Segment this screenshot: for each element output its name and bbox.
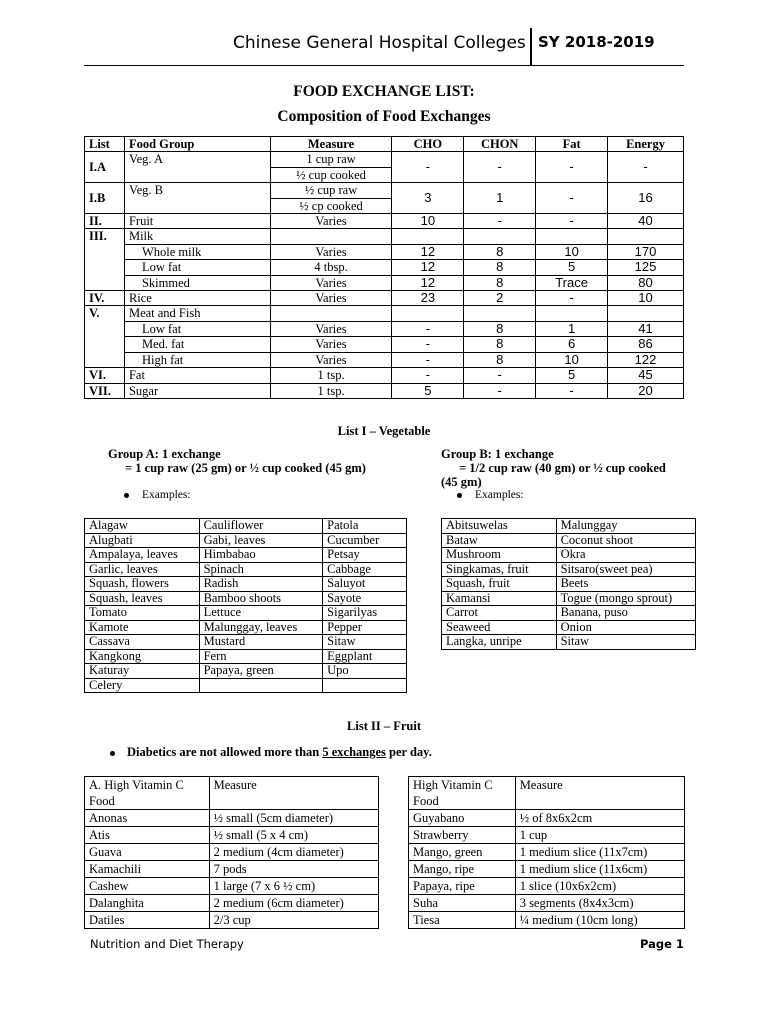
- table-row: [85, 635, 407, 650]
- table-row: [85, 368, 684, 383]
- list2-title: List II – Fruit: [347, 719, 421, 733]
- table-row: [85, 533, 407, 548]
- table-cell: Spinach: [199, 562, 323, 577]
- measure: 1 cup raw: [270, 152, 392, 167]
- table-cell: Katuray: [85, 664, 200, 679]
- fat-value: 10: [536, 244, 608, 259]
- table-row: [85, 844, 379, 861]
- measure: Varies: [270, 352, 392, 367]
- cho-value: -: [392, 152, 464, 183]
- table-row: [442, 548, 696, 563]
- table-row: [85, 321, 684, 336]
- measure: Varies: [270, 275, 392, 290]
- group-b-line3: (45 gm): [441, 475, 482, 489]
- table-cell: Squash, flowers: [85, 577, 200, 592]
- fat-value: 5: [536, 260, 608, 275]
- measure: Varies: [270, 214, 392, 229]
- fat-value: -: [536, 152, 608, 183]
- table-row: [85, 664, 407, 679]
- footer-page-number: Page 1: [640, 937, 684, 951]
- table-row: [442, 635, 696, 650]
- table-cell: Kamansi: [442, 591, 557, 606]
- col-header-measure: Measure: [270, 137, 392, 152]
- list-code: V.: [85, 306, 125, 368]
- chon-value: -: [464, 152, 536, 183]
- table-row: [85, 244, 684, 259]
- table-row: [442, 519, 696, 534]
- col-header-fat: Fat: [536, 137, 608, 152]
- col-header-energy: Energy: [608, 137, 684, 152]
- table-row: [85, 519, 407, 534]
- note-text-end: per day.: [385, 745, 432, 759]
- chon-value: 8: [464, 337, 536, 352]
- table-row: [85, 562, 407, 577]
- table-cell: Dalanghita: [85, 895, 210, 912]
- table-cell: Langka, unripe: [442, 635, 557, 650]
- table-cell: 2 medium (6cm diameter): [209, 895, 378, 912]
- table-cell: Sitaw: [556, 635, 695, 650]
- table-cell: Guyabano: [409, 810, 516, 827]
- table-cell: Cucumber: [323, 533, 407, 548]
- table-cell: Squash, leaves: [85, 591, 200, 606]
- table-cell: Saluyot: [323, 577, 407, 592]
- table-cell: Sitaw: [323, 635, 407, 650]
- table-row: [85, 214, 684, 229]
- table-cell: ¼ medium (10cm long): [515, 912, 684, 929]
- table-cell: Tiesa: [409, 912, 516, 929]
- table-row: [409, 912, 685, 929]
- table-cell: Tomato: [85, 606, 200, 621]
- table-header-cell: Measure: [209, 777, 378, 810]
- note-text: Diabetics are not allowed more than: [127, 745, 323, 759]
- table-cell: Fern: [199, 649, 323, 664]
- cho-value: 12: [392, 244, 464, 259]
- cho-value: -: [392, 352, 464, 367]
- table-cell: Lettuce: [199, 606, 323, 621]
- table-row: [85, 577, 407, 592]
- table-cell: Sitsaro(sweet pea): [556, 562, 695, 577]
- measure: ½ cup raw: [270, 183, 392, 198]
- header-school-year: SY 2018-2019: [538, 33, 655, 51]
- table-cell: 1 large (7 x 6 ½ cm): [209, 878, 378, 895]
- table-cell: 7 pods: [209, 861, 378, 878]
- table-cell: ½ small (5cm diameter): [209, 810, 378, 827]
- list1-title: List I – Vegetable: [337, 424, 431, 438]
- table-cell: Strawberry: [409, 827, 516, 844]
- table-header-row: [85, 777, 379, 810]
- table-cell: Bamboo shoots: [199, 591, 323, 606]
- examples-label: Examples:: [142, 489, 191, 501]
- table-cell: Alugbati: [85, 533, 200, 548]
- table-row: [409, 861, 685, 878]
- table-row: [85, 352, 684, 367]
- table-header-cell: A. High Vitamin C Food: [85, 777, 210, 810]
- table-cell: Mustard: [199, 635, 323, 650]
- table-row: [85, 620, 407, 635]
- table-row: [85, 591, 407, 606]
- table-cell: Atis: [85, 827, 210, 844]
- fat-value: -: [536, 214, 608, 229]
- measure: 4 tbsp.: [270, 260, 392, 275]
- energy-value: -: [608, 152, 684, 183]
- energy-value: 170: [608, 244, 684, 259]
- food-group: Meat and Fish: [124, 306, 270, 321]
- chon-value: 1: [464, 183, 536, 214]
- fruit-table-a: [84, 776, 379, 929]
- bullet-icon: [457, 493, 462, 498]
- table-row: [85, 291, 684, 306]
- energy-value: 125: [608, 260, 684, 275]
- measure: Varies: [270, 291, 392, 306]
- food-group: Milk: [124, 229, 270, 244]
- chon-value: 8: [464, 321, 536, 336]
- table-cell: Abitsuwelas: [442, 519, 557, 534]
- table-row: [409, 844, 685, 861]
- cho-value: 10: [392, 214, 464, 229]
- table-row: [85, 878, 379, 895]
- table-row: [85, 383, 684, 398]
- table-cell: Papaya, ripe: [409, 878, 516, 895]
- table-header-cell: High Vitamin C Food: [409, 777, 516, 810]
- col-header-chon: CHON: [464, 137, 536, 152]
- measure: Varies: [270, 337, 392, 352]
- group-a-line1: Group A: 1 exchange: [108, 447, 221, 461]
- footer-course: Nutrition and Diet Therapy: [90, 937, 244, 951]
- vegetable-group-b-table: [441, 518, 696, 650]
- table-row: [409, 827, 685, 844]
- table-row: [442, 620, 696, 635]
- fat-value: -: [536, 183, 608, 214]
- table-cell: Singkamas, fruit: [442, 562, 557, 577]
- energy-value: 40: [608, 214, 684, 229]
- group-b-examples: [457, 489, 524, 501]
- table-cell: Celery: [85, 678, 200, 693]
- list-code: VII.: [85, 383, 125, 398]
- examples-label: Examples:: [475, 489, 524, 501]
- fat-value: 5: [536, 368, 608, 383]
- table-cell: Okra: [556, 548, 695, 563]
- table-cell: Bataw: [442, 533, 557, 548]
- table-cell: 2 medium (4cm diameter): [209, 844, 378, 861]
- table-row: [85, 861, 379, 878]
- chon-value: 8: [464, 244, 536, 259]
- vegetable-group-a-table: [84, 518, 407, 693]
- table-cell: Cabbage: [323, 562, 407, 577]
- fat-value: -: [536, 291, 608, 306]
- table-row: [85, 810, 379, 827]
- table-row: [85, 548, 407, 563]
- table-cell: Cassava: [85, 635, 200, 650]
- table-row: [85, 895, 379, 912]
- table-cell: Suha: [409, 895, 516, 912]
- table-cell: Upo: [323, 664, 407, 679]
- header-institution: Chinese General Hospital Colleges: [233, 33, 526, 53]
- cho-value: 3: [392, 183, 464, 214]
- group-a-line2: = 1 cup raw (25 gm) or ½ cup cooked (45 gm): [125, 461, 366, 475]
- table-cell: ½ of 8x6x2cm: [515, 810, 684, 827]
- table-row: [442, 591, 696, 606]
- fruit-table-b: [408, 776, 685, 929]
- chon-value: -: [464, 383, 536, 398]
- table-row: [442, 577, 696, 592]
- table-cell: Mango, ripe: [409, 861, 516, 878]
- fat-value: 6: [536, 337, 608, 352]
- food-group: Fruit: [124, 214, 270, 229]
- table-cell: Seaweed: [442, 620, 557, 635]
- food-group: Skimmed: [124, 275, 270, 290]
- table-cell: 1 cup: [515, 827, 684, 844]
- note-emphasis: 5 exchanges: [322, 745, 386, 759]
- measure: ½ cp cooked: [270, 198, 392, 213]
- table-cell: Pepper: [323, 620, 407, 635]
- energy-value: 41: [608, 321, 684, 336]
- group-b-line2: = 1/2 cup raw (40 gm) or ½ cup cooked: [459, 461, 666, 475]
- table-row: [85, 337, 684, 352]
- measure: Varies: [270, 321, 392, 336]
- table-cell: Kangkong: [85, 649, 200, 664]
- table-cell: Cashew: [85, 878, 210, 895]
- table-row: [85, 260, 684, 275]
- cho-value: 12: [392, 275, 464, 290]
- table-cell: Radish: [199, 577, 323, 592]
- chon-value: 8: [464, 260, 536, 275]
- table-cell: 3 segments (8x4x3cm): [515, 895, 684, 912]
- table-cell: Banana, puso: [556, 606, 695, 621]
- table-cell: [323, 678, 407, 693]
- chon-value: -: [464, 214, 536, 229]
- table-cell: Petsay: [323, 548, 407, 563]
- table-cell: Malunggay: [556, 519, 695, 534]
- energy-value: 10: [608, 291, 684, 306]
- group-b-line1: Group B: 1 exchange: [441, 447, 554, 461]
- table-row: [409, 878, 685, 895]
- group-a-examples: [124, 489, 191, 501]
- cho-value: -: [392, 321, 464, 336]
- measure: ½ cup cooked: [270, 167, 392, 182]
- table-row: [85, 649, 407, 664]
- table-cell: 1 slice (10x6x2cm): [515, 878, 684, 895]
- bullet-icon: [110, 751, 115, 756]
- measure: Varies: [270, 244, 392, 259]
- chon-value: 2: [464, 291, 536, 306]
- table-cell: 2/3 cup: [209, 912, 378, 929]
- food-group: High fat: [124, 352, 270, 367]
- table-cell: Mushroom: [442, 548, 557, 563]
- table-cell: Kamachili: [85, 861, 210, 878]
- table-cell: Onion: [556, 620, 695, 635]
- cho-value: -: [392, 337, 464, 352]
- measure: 1 tsp.: [270, 383, 392, 398]
- header-divider: [530, 28, 532, 66]
- energy-value: 80: [608, 275, 684, 290]
- measure: 1 tsp.: [270, 368, 392, 383]
- food-group: Whole milk: [124, 244, 270, 259]
- table-cell: Guava: [85, 844, 210, 861]
- col-header-food-group: Food Group: [124, 137, 270, 152]
- table-row: [409, 895, 685, 912]
- table-row: [85, 912, 379, 929]
- food-group: Low fat: [124, 321, 270, 336]
- table-cell: Carrot: [442, 606, 557, 621]
- table-cell: Alagaw: [85, 519, 200, 534]
- food-group: Med. fat: [124, 337, 270, 352]
- table-cell: Patola: [323, 519, 407, 534]
- table-row: [85, 275, 684, 290]
- table-cell: [199, 678, 323, 693]
- food-group: Rice: [124, 291, 270, 306]
- food-group: Sugar: [124, 383, 270, 398]
- table-cell: Coconut shoot: [556, 533, 695, 548]
- header-rule: [84, 65, 684, 66]
- table-row: [85, 152, 684, 167]
- fat-value: Trace: [536, 275, 608, 290]
- table-cell: Papaya, green: [199, 664, 323, 679]
- table-row: [442, 606, 696, 621]
- energy-value: 20: [608, 383, 684, 398]
- cho-value: 12: [392, 260, 464, 275]
- list-code: I.A: [85, 152, 125, 183]
- table-cell: Cauliflower: [199, 519, 323, 534]
- table-cell: ½ small (5 x 4 cm): [209, 827, 378, 844]
- table-cell: Himbabao: [199, 548, 323, 563]
- list-code: VI.: [85, 368, 125, 383]
- table-cell: Anonas: [85, 810, 210, 827]
- chon-value: 8: [464, 352, 536, 367]
- energy-value: 86: [608, 337, 684, 352]
- table-header-row: [85, 137, 684, 152]
- table-cell: Togue (mongo sprout): [556, 591, 695, 606]
- table-cell: Kamote: [85, 620, 200, 635]
- page-subtitle: Composition of Food Exchanges: [277, 108, 491, 125]
- fat-value: -: [536, 383, 608, 398]
- table-cell: Squash, fruit: [442, 577, 557, 592]
- page-title: FOOD EXCHANGE LIST:: [293, 83, 475, 100]
- energy-value: 45: [608, 368, 684, 383]
- food-group: Veg. B: [124, 183, 270, 214]
- table-row: [85, 678, 407, 693]
- cho-value: 5: [392, 383, 464, 398]
- table-cell: Garlic, leaves: [85, 562, 200, 577]
- table-cell: Ampalaya, leaves: [85, 548, 200, 563]
- table-cell: Gabi, leaves: [199, 533, 323, 548]
- table-cell: Sigarilyas: [323, 606, 407, 621]
- list-code: I.B: [85, 183, 125, 214]
- table-row: [409, 810, 685, 827]
- table-cell: Sayote: [323, 591, 407, 606]
- fat-value: 10: [536, 352, 608, 367]
- table-row: [85, 606, 407, 621]
- cho-value: -: [392, 368, 464, 383]
- table-row: [85, 229, 684, 244]
- col-header-list: List: [85, 137, 125, 152]
- table-header-cell: Measure: [515, 777, 684, 810]
- table-cell: Datiles: [85, 912, 210, 929]
- energy-value: 16: [608, 183, 684, 214]
- table-header-row: [409, 777, 685, 810]
- table-row: [442, 562, 696, 577]
- chon-value: 8: [464, 275, 536, 290]
- table-row: [85, 827, 379, 844]
- fat-value: 1: [536, 321, 608, 336]
- col-header-cho: CHO: [392, 137, 464, 152]
- food-group: Fat: [124, 368, 270, 383]
- table-row: [442, 533, 696, 548]
- energy-value: 122: [608, 352, 684, 367]
- table-row: [85, 306, 684, 321]
- diabetic-note: [110, 745, 432, 760]
- chon-value: -: [464, 368, 536, 383]
- table-cell: Malunggay, leaves: [199, 620, 323, 635]
- list-code: IV.: [85, 291, 125, 306]
- table-cell: Beets: [556, 577, 695, 592]
- bullet-icon: [124, 493, 129, 498]
- cho-value: 23: [392, 291, 464, 306]
- table-row: [85, 183, 684, 198]
- table-cell: Eggplant: [323, 649, 407, 664]
- table-cell: Mango, green: [409, 844, 516, 861]
- table-cell: 1 medium slice (11x7cm): [515, 844, 684, 861]
- food-group: Veg. A: [124, 152, 270, 183]
- list-code: II.: [85, 214, 125, 229]
- list-code: III.: [85, 229, 125, 291]
- composition-table: [84, 136, 684, 399]
- food-group: Low fat: [124, 260, 270, 275]
- table-cell: 1 medium slice (11x6cm): [515, 861, 684, 878]
